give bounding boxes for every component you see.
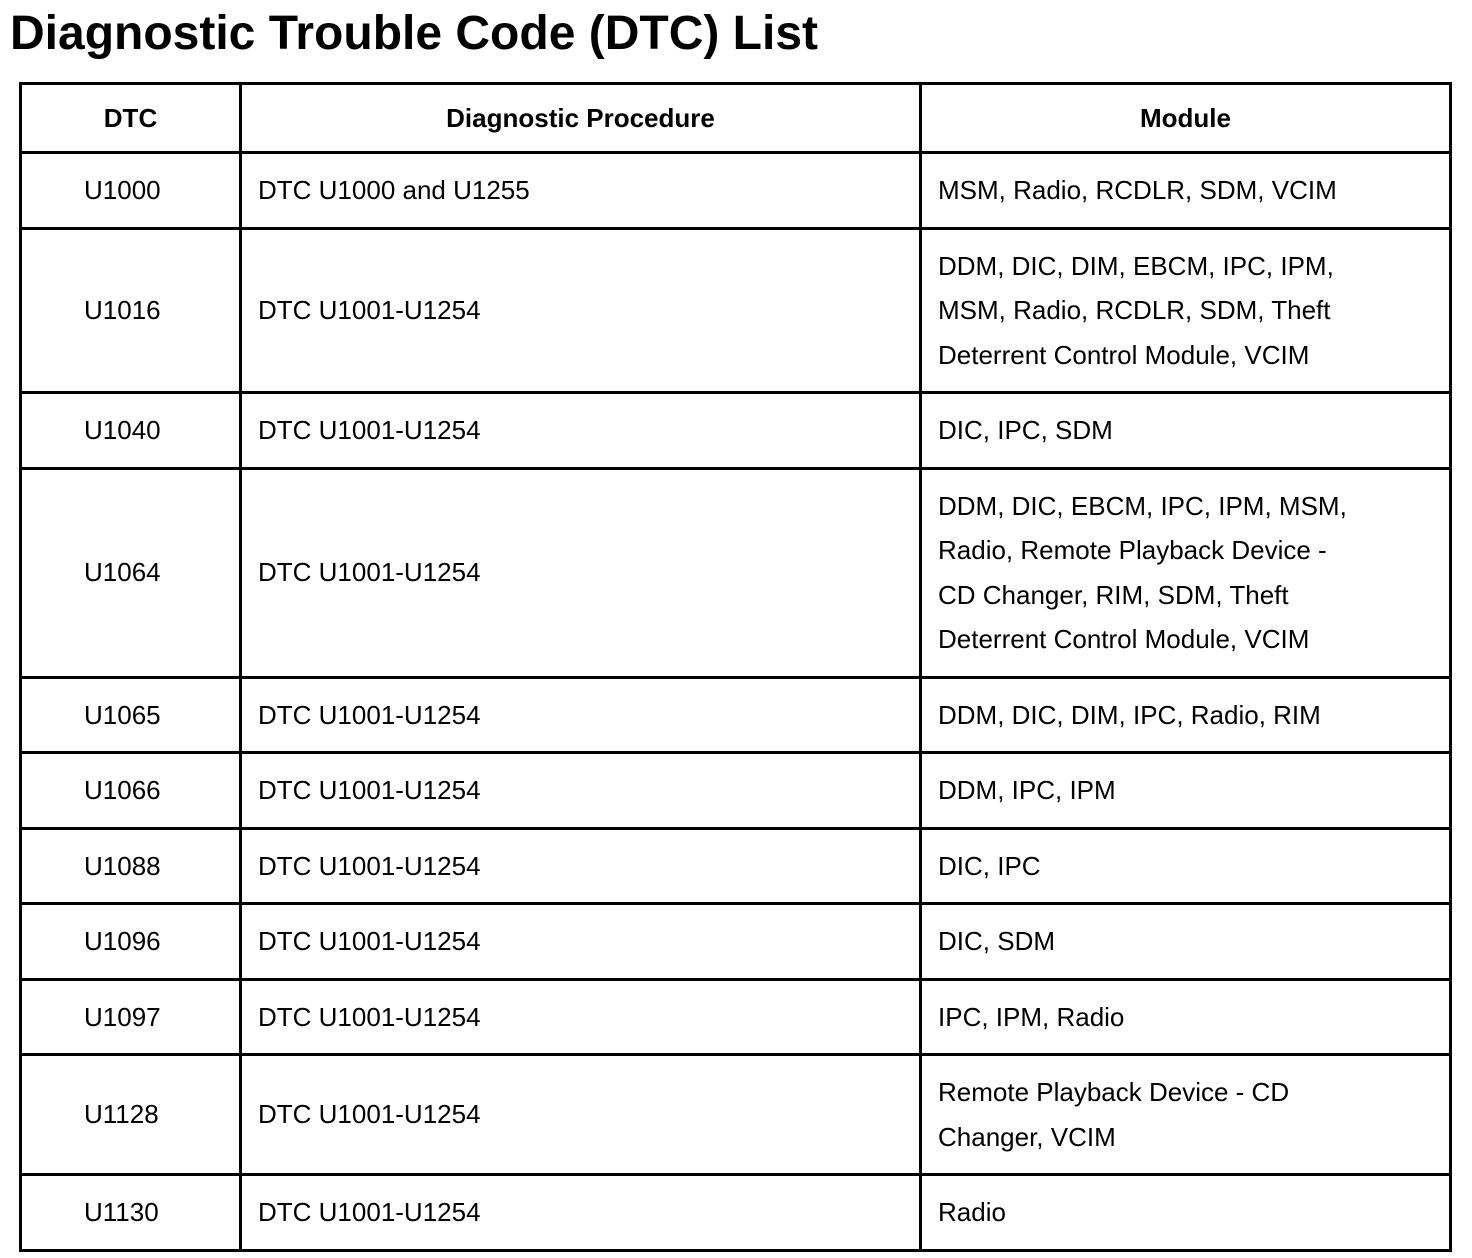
module-cell (921, 153, 1451, 229)
module-cell (921, 468, 1451, 677)
module-cell (921, 393, 1451, 469)
module-line: MSM, Radio, RCDLR, SDM, Theft (938, 295, 1331, 325)
module-cell (921, 228, 1451, 393)
dtc-code-cell: U1066 (21, 753, 241, 829)
module-line: Changer, VCIM (938, 1121, 1116, 1152)
dtc-code-cell: U1096 (21, 904, 241, 980)
diagnostic-procedure-cell: DTC U1000 and U1255 (241, 153, 921, 229)
module-line: DIC, IPC, SDM (938, 415, 1113, 445)
table-body (21, 153, 1451, 1251)
diagnostic-procedure-cell: DTC U1001-U1254 (241, 677, 921, 753)
table-row (21, 1175, 1451, 1251)
dtc-table (19, 82, 1452, 1252)
dtc-code-cell: U1016 (21, 228, 241, 393)
header-dtc: DTC (21, 84, 241, 153)
module-line: IPC, IPM, Radio (938, 1001, 1125, 1032)
table-row (21, 904, 1451, 980)
table-header (21, 84, 1451, 153)
module-line: Remote Playback Device - CD (938, 1077, 1290, 1107)
diagnostic-procedure-cell: DTC U1001-U1254 (241, 393, 921, 469)
diagnostic-procedure-cell: DTC U1001-U1254 (241, 468, 921, 677)
module-cell (921, 904, 1451, 980)
diagnostic-procedure-cell: DTC U1001-U1254 (241, 979, 921, 1055)
table-row (21, 153, 1451, 229)
header-module: Module (921, 84, 1451, 153)
dtc-code-cell: U1065 (21, 677, 241, 753)
module-cell (921, 828, 1451, 904)
module-line: Radio (938, 1197, 1006, 1227)
module-line: DDM, DIC, EBCM, IPC, IPM, MSM, (938, 490, 1347, 521)
diagnostic-procedure-cell: DTC U1001-U1254 (241, 828, 921, 904)
table-row (21, 677, 1451, 753)
module-cell (921, 1175, 1451, 1251)
dtc-code-cell: U1088 (21, 828, 241, 904)
diagnostic-procedure-cell: DTC U1001-U1254 (241, 904, 921, 980)
diagnostic-procedure-cell: DTC U1001-U1254 (241, 1055, 921, 1175)
table-row (21, 1055, 1451, 1175)
diagnostic-procedure-cell: DTC U1001-U1254 (241, 228, 921, 393)
module-line: DDM, IPC, IPM (938, 775, 1116, 805)
table-row (21, 979, 1451, 1055)
module-line: Deterrent Control Module, VCIM (938, 339, 1310, 370)
dtc-code-cell: U1128 (21, 1055, 241, 1175)
table-row (21, 828, 1451, 904)
dtc-code-cell: U1040 (21, 393, 241, 469)
module-cell (921, 979, 1451, 1055)
module-line: CD Changer, RIM, SDM, Theft (938, 579, 1289, 610)
module-line: DDM, DIC, DIM, EBCM, IPC, IPM, (938, 250, 1334, 281)
header-row (21, 84, 1451, 153)
module-line: MSM, Radio, RCDLR, SDM, VCIM (938, 175, 1337, 205)
dtc-code-cell: U1130 (21, 1175, 241, 1251)
table-row (21, 753, 1451, 829)
module-line: DIC, IPC (938, 850, 1041, 881)
dtc-code-cell: U1097 (21, 979, 241, 1055)
module-line: DIC, SDM (938, 926, 1055, 956)
table-row (21, 228, 1451, 393)
table-row (21, 468, 1451, 677)
header-diagnostic-procedure: Diagnostic Procedure (241, 84, 921, 153)
module-cell (921, 677, 1451, 753)
page-title: Diagnostic Trouble Code (DTC) List (10, 7, 819, 60)
module-line: Radio, Remote Playback Device - (938, 535, 1327, 565)
table-row (21, 393, 1451, 469)
diagnostic-procedure-cell: DTC U1001-U1254 (241, 753, 921, 829)
module-cell (921, 1055, 1451, 1175)
module-line: DDM, DIC, DIM, IPC, Radio, RIM (938, 699, 1321, 730)
dtc-code-cell: U1000 (21, 153, 241, 229)
diagnostic-procedure-cell: DTC U1001-U1254 (241, 1175, 921, 1251)
module-cell (921, 753, 1451, 829)
module-line: Deterrent Control Module, VCIM (938, 624, 1310, 654)
dtc-code-cell: U1064 (21, 468, 241, 677)
